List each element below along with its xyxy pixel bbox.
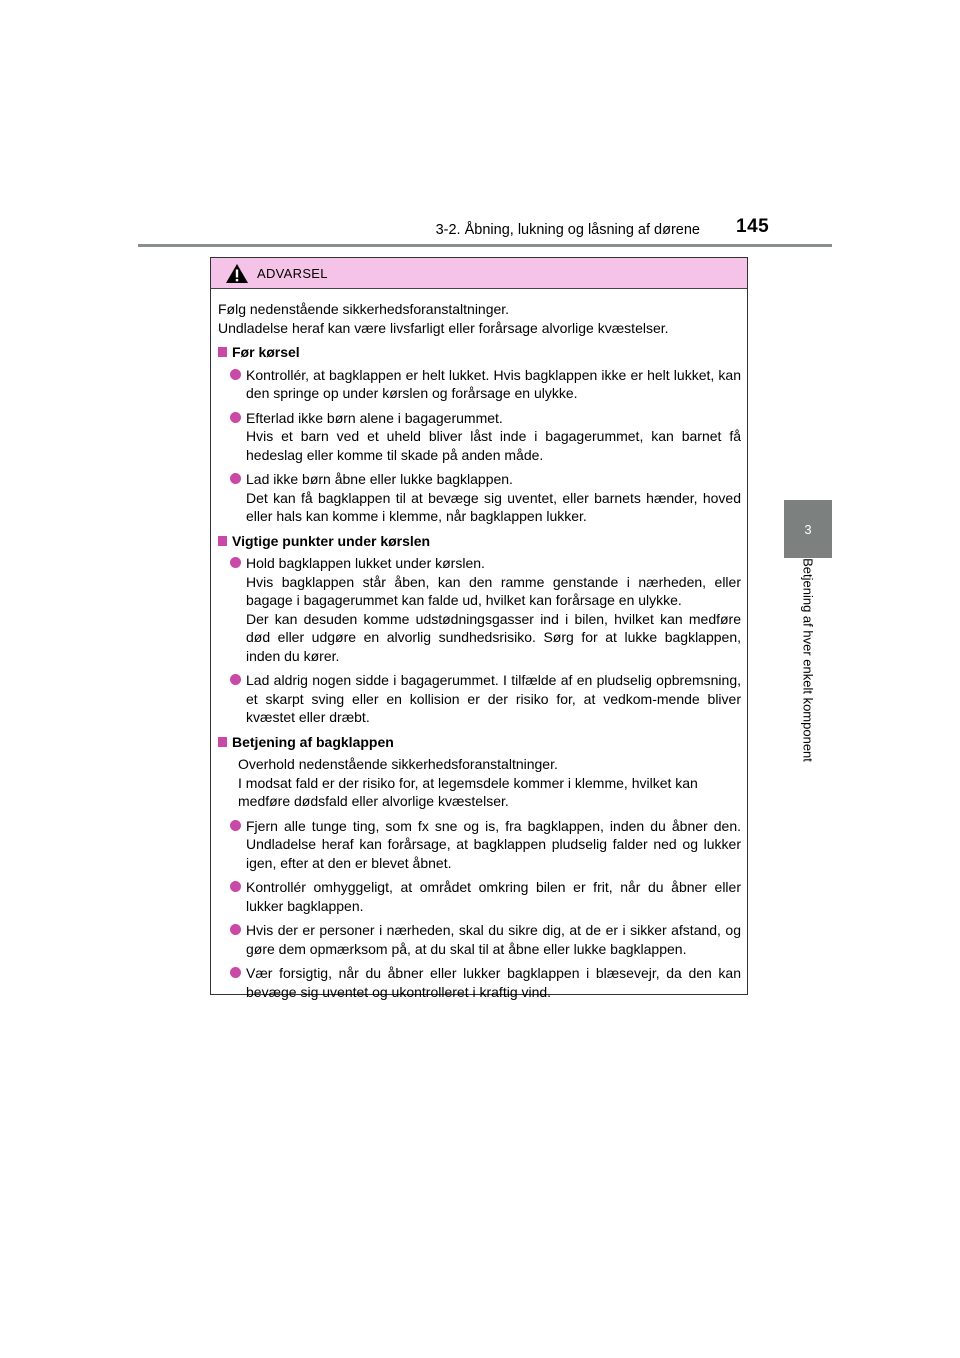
bullet-text: [246, 409, 741, 465]
warning-label: ADVARSEL: [257, 265, 328, 281]
bullet-text: [246, 964, 741, 1001]
section-title: 3-2. Åbning, lukning og låsning af dørene: [435, 222, 700, 238]
round-bullet-icon: [230, 820, 241, 831]
chapter-label: Betjening af hver enkelt komponent: [800, 558, 816, 762]
bullet-item: [230, 470, 741, 526]
bullet-line: Hvis et barn ved et uheld bliver låst inde i bagagerummet, kan barnet få hedeslag eller komme til skade på anden måde.: [246, 428, 741, 463]
section-heading-text: Vigtige punkter under kørslen: [232, 532, 431, 549]
round-bullet-icon: [230, 924, 241, 935]
square-bullet-icon: [218, 737, 227, 747]
bullet-line: Der kan desuden komme udstødningsgasser ind i bilen, hvilket kan medføre død eller udgøre en alvorlig sundhedsrisiko. Sørg for at lukke bagklappen, inden du kører.: [246, 610, 741, 664]
bullet-text: [246, 878, 741, 915]
bullet-item: [230, 817, 741, 873]
round-bullet-icon: [230, 967, 241, 978]
warning-section: [218, 343, 741, 526]
bullet-text: [246, 671, 741, 727]
header-divider: [138, 244, 832, 247]
bullet-item: [230, 671, 741, 727]
bullet-text: [246, 366, 741, 403]
round-bullet-icon: [230, 412, 241, 423]
bullet-item: [230, 554, 741, 665]
chapter-tab: [784, 500, 832, 558]
bullet-line: Hvis bagklappen står åben, kan den ramme genstande i nærheden, eller bagage i bagagerummet kan falde ud, hvilket kan forårsage en ulykke.: [246, 573, 741, 608]
bullet-line: Hvis der er personer i nærheden, skal du sikre dig, at de er i sikker afstand, og gøre dem opmærksom på, at du skal til at åbne eller lukke bagklappen.: [246, 922, 741, 957]
bullet-line: Det kan få bagklappen til at bevæge sig uventet, eller barnets hænder, hoved eller hals kan komme i klemme, når bagklappen lukker.: [246, 489, 741, 524]
bullet-line: Efterlad ikke børn alene i bagagerummet.: [246, 409, 503, 426]
bullet-text: [246, 554, 741, 665]
bullet-item: [230, 409, 741, 465]
section-heading: [218, 343, 741, 362]
bullet-text: [246, 470, 741, 526]
round-bullet-icon: [230, 674, 241, 685]
section-heading: [218, 733, 741, 752]
section-heading-text: Betjening af bagklappen: [232, 733, 394, 750]
warning-body: [211, 289, 747, 1001]
warning-header: [211, 258, 747, 289]
round-bullet-icon: [230, 369, 241, 380]
section-intro-line: I modsat fald er der risiko for, at legemsdele kommer i klemme, hvilket kan medføre dødsfald eller alvorlige kvæstelser.: [238, 774, 698, 809]
bullet-item: [230, 921, 741, 958]
bullet-text: [246, 817, 741, 873]
warning-section: [218, 532, 741, 727]
section-heading: [218, 532, 741, 551]
bullet-text: [246, 921, 741, 958]
bullet-line: Kontrollér, at bagklappen er helt lukket. Hvis bagklappen ikke er helt lukket, kan den springe op under kørslen og forårsage en ulykke.: [246, 366, 741, 401]
bullet-item: [230, 366, 741, 403]
square-bullet-icon: [218, 347, 227, 357]
warning-intro-line: Undladelse heraf kan være livsfarligt eller forårsage alvorlige kvæstelser.: [218, 319, 669, 336]
bullet-line: Lad aldrig nogen sidde i bagagerummet. I tilfælde af en pludselig opbremsning, et skarpt sving eller en kollision er der risiko for, at vedkom-mende bliver kvæstet eller dræbt.: [246, 672, 741, 725]
bullet-line: Vær forsigtig, når du åbner eller lukker bagklappen i blæsevejr, da den kan bevæge sig uventet og ukontrolleret i kraftig vind.: [246, 965, 741, 1000]
section-intro: [238, 755, 741, 811]
round-bullet-icon: [230, 473, 241, 484]
warning-triangle-icon: [225, 263, 249, 284]
section-heading-text: Før kørsel: [232, 344, 300, 360]
page-number: 145: [736, 216, 770, 237]
bullet-line: Fjern alle tunge ting, som fx sne og is, fra bagklappen, inden du åbner den. Undladelse heraf kan forårsage, at bagklappen pludselig falder ned og lukker igen, efter at den er blevet åbnet.: [246, 817, 741, 871]
warning-intro-line: Følg nedenstående sikkerhedsforanstaltninger.: [218, 301, 510, 317]
bullet-line: Kontrollér omhyggeligt, at området omkring bilen er frit, når du åbner eller lukker bagklappen.: [246, 879, 741, 914]
chapter-number: 3: [804, 521, 812, 537]
round-bullet-icon: [230, 881, 241, 892]
square-bullet-icon: [218, 536, 227, 546]
section-intro-line: Overhold nedenstående sikkerhedsforanstaltninger.: [238, 756, 558, 772]
warning-box: [210, 257, 748, 1000]
bullet-item: [230, 964, 741, 1001]
bullet-line: Hold bagklappen lukket under kørslen.: [246, 555, 485, 571]
bullet-line: Lad ikke børn åbne eller lukke bagklappen.: [246, 471, 513, 487]
bullet-item: [230, 878, 741, 915]
warning-section: [218, 733, 741, 1002]
round-bullet-icon: [230, 557, 241, 568]
warning-intro: [218, 300, 741, 337]
